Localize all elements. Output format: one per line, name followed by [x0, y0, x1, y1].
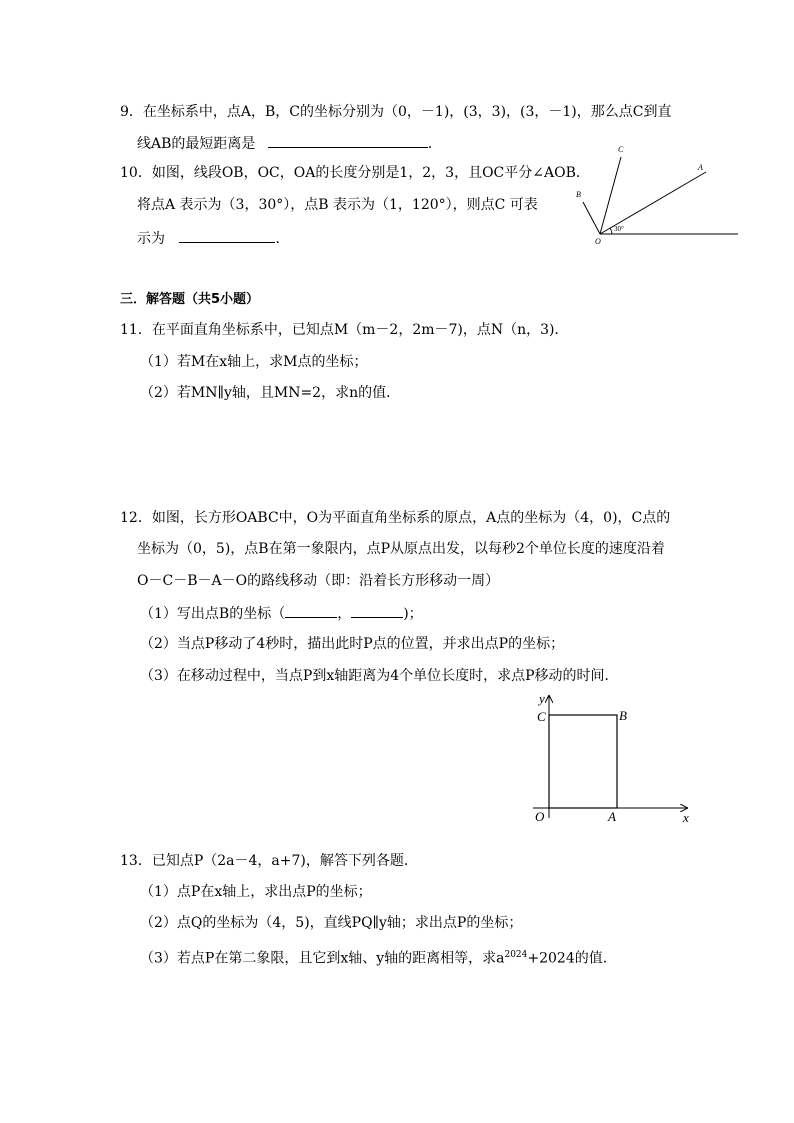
q10-angle-arc [610, 228, 612, 234]
q13-part1: （1）点P在x轴上，求出点P的坐标； [140, 884, 372, 900]
q10-line3-text: 示为 [137, 231, 165, 247]
q12-label-y: y [539, 691, 545, 706]
q9-line1: 9．在坐标系中，点A，B，C的坐标分别为（0，－1)，(3，3)，(3，－1)，那么点C到直 [120, 104, 672, 120]
q13-part3-post: +2024的值． [527, 950, 617, 967]
section-3-title: 三．解答题（共5小题） [120, 292, 260, 307]
q10-label-o: O [595, 237, 601, 246]
q10-label-angle: 30° [614, 225, 624, 233]
q10-line1: 10．如图，线段OB，OC，OA的长度分别是1，2，3，且OC平分∠AOB． [120, 165, 590, 181]
q12-label-o: O [535, 809, 545, 824]
q12-rectangle-oabc [549, 715, 617, 808]
q10-label-b: B [576, 190, 581, 199]
q13-part3-pre: （3）若点P在第二象限，且它到x轴、y轴的距离相等，求a [140, 950, 505, 967]
q13-part2: （2）点Q的坐标为（4，5)，直线PQ∥y轴；求出点P的坐标； [140, 915, 523, 931]
q10-label-c: C [618, 145, 624, 154]
q12-label-c: C [537, 709, 546, 724]
q12-label-b: B [619, 708, 627, 723]
q12-part1-mid: ， [337, 606, 352, 622]
q9-line2-text: 线AB的最短距离是 [137, 136, 256, 152]
q10-figure [570, 140, 745, 250]
q12-line2: 坐标为（0，5)，点B在第一象限内，点P从原点出发，以每秒2个单位长度的速度沿着 [137, 541, 665, 557]
q10-line3 [137, 228, 289, 249]
q12-blank-x[interactable] [285, 603, 337, 618]
q13-part3-exponent: 2024 [504, 950, 528, 960]
q10-ray-oc [600, 157, 621, 234]
q13-part3 [140, 945, 617, 969]
q11-part2: （2）若MN∥y轴，且MN=2，求n的值． [140, 385, 401, 401]
q10-label-a: A [698, 163, 703, 172]
q10-end: ． [275, 231, 290, 247]
q11-part1: （1）若M在x轴上，求M点的坐标； [140, 354, 368, 370]
q12-part2: （2）当点P移动了4秒时，描出此时P点的位置，并求出点P的坐标； [140, 636, 565, 652]
q12-part1-end: )； [403, 606, 423, 622]
q9-line2 [137, 133, 442, 154]
q12-part1 [140, 603, 423, 624]
q12-line3: O－C－B－A－O的路线移动（即：沿着长方形移动一周） [137, 573, 500, 589]
q9-answer-blank[interactable] [268, 133, 428, 148]
q10-line2: 将点A 表示为（3，30°），点B 表示为（1，120°），则点C 可表 [137, 197, 538, 213]
q12-label-x: x [683, 810, 689, 825]
q10-answer-blank[interactable] [179, 228, 275, 243]
q12-blank-y[interactable] [351, 603, 403, 618]
q11-stem: 11．在平面直角坐标系中，已知点M（m－2，2m－7)，点N（n，3)． [120, 322, 569, 338]
q9-end: ． [427, 136, 442, 152]
q12-part1-pre: （1）写出点B的坐标（ [140, 606, 286, 622]
q12-part3: （3）在移动过程中，当点P到x轴距离为4个单位长度时，求点P移动的时间． [140, 668, 619, 684]
q12-label-a: A [608, 809, 616, 824]
q10-ray-ob [583, 202, 600, 234]
q12-figure [525, 690, 700, 830]
q13-stem: 13．已知点P（2a－4，a+7)，解答下列各题． [120, 853, 418, 869]
q12-line1: 12．如图，长方形OABC中，O为平面直角坐标系的原点，A点的坐标为（4，0)，C点的 [120, 510, 671, 526]
